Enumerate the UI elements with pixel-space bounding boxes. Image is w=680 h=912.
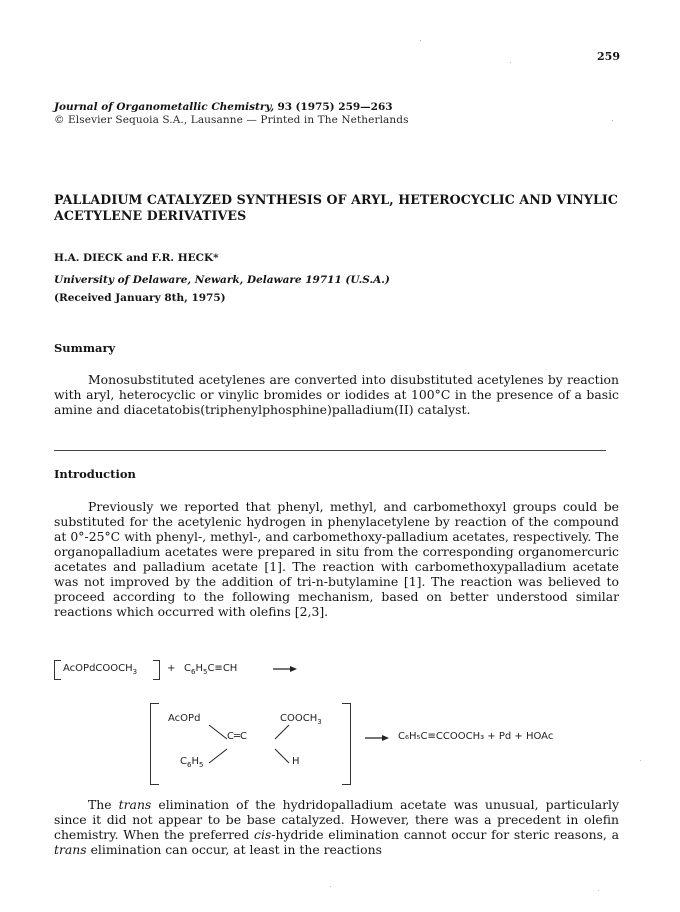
copyright-line: © Elsevier Sequoia S.A., Lausanne — Printed in The Netherlands — [54, 114, 409, 126]
introduction-paragraph-1 — [54, 499, 619, 619]
summary-paragraph: Monosubstituted acetylenes are converted into disubstituted acetylenes by reaction with aryl, heterocyclic or vinylic bromides or iodides at 100°C in the presence of a basic amine and diacetatobis(triphenylphosphine)palladium(II) catalyst. — [54, 372, 619, 417]
paper-title: PALLADIUM CATALYZED SYNTHESIS OF ARYL, HETEROCYCLIC AND VINYLIC ACETYLENE DERIVATIVES — [54, 192, 619, 223]
intermediate-left-bracket — [150, 703, 159, 785]
journal-pages: (1975) 259—263 — [295, 101, 393, 113]
intermediate-hydrogen: H — [292, 756, 300, 767]
left-bracket — [54, 660, 61, 680]
journal-name: Journal of Organometallic Chemistry, — [54, 101, 275, 113]
summary-heading: Summary — [54, 341, 116, 355]
intermediate-cooch3: $COOCH_3$ — [280, 713, 322, 726]
intro-paragraph-2-text: The trans elimination of the hydridopalladium acetate was unusual, particularly since it did not appear to be base catalyzed. However, there was a precedent in olefin chemistry. When the preferred cis-hydride elimination cannot occur for steric reasons, a trans elimination can occur, at least in the reactions — [54, 797, 619, 857]
reaction-arrow-2 — [364, 733, 390, 743]
right-bracket — [153, 660, 160, 680]
alkene-center: C═C — [227, 731, 247, 742]
alkene-bonds — [205, 723, 295, 767]
reaction-arrow — [272, 664, 298, 674]
intermediate-acopd: AcOPd — [168, 713, 201, 724]
scheme-intermediate — [150, 703, 620, 785]
introduction-heading: Introduction — [54, 467, 136, 481]
page-number: 259 — [597, 50, 620, 63]
section-divider — [54, 450, 606, 451]
plus-sign: + — [167, 663, 176, 674]
journal-volume: 93 — [277, 101, 293, 113]
intermediate-right-bracket — [342, 703, 351, 785]
affiliation: University of Delaware, Newark, Delaware 19711 (U.S.A.) — [54, 274, 390, 286]
authors: H.A. DIECK and F.R. HECK* — [54, 252, 219, 264]
summary-text — [54, 372, 619, 417]
intermediate-phenyl: $C_6H_5$ — [180, 756, 204, 769]
received-date: (Received January 8th, 1975) — [54, 292, 226, 304]
journal-citation — [54, 101, 393, 114]
intro-paragraph-1-text: Previously we reported that phenyl, methyl, and carbomethoxyl groups could be substituted for the acetylenic hydrogen in phenylacetylene by reaction of the compound at 0°-25°C with phenyl-, methyl-, and carbomethoxy-palladium acetates, respectively. The organopalladium acetates were prepared in situ from the corresponding organomercuric acetates and palladium acetate [1]. The reaction with carbomethoxypalladium acetate was not improved by the addition of tri-n-butylamine [1]. The reaction was believed to proceed according to the following mechanism, based on better understood similar reactions which occurred with olefins [2,3]. — [54, 499, 619, 619]
reaction-products: C₆H₅C≡CCOOCH₃ + Pd + HOAc — [398, 731, 554, 742]
introduction-paragraph-2 — [54, 797, 619, 857]
reagent-phenylacetylene: $C_6H_5C\equiv CH$ — [184, 663, 238, 676]
reagent-acopdcooch3: AcOPdCOOCH$_3$ — [63, 663, 138, 676]
